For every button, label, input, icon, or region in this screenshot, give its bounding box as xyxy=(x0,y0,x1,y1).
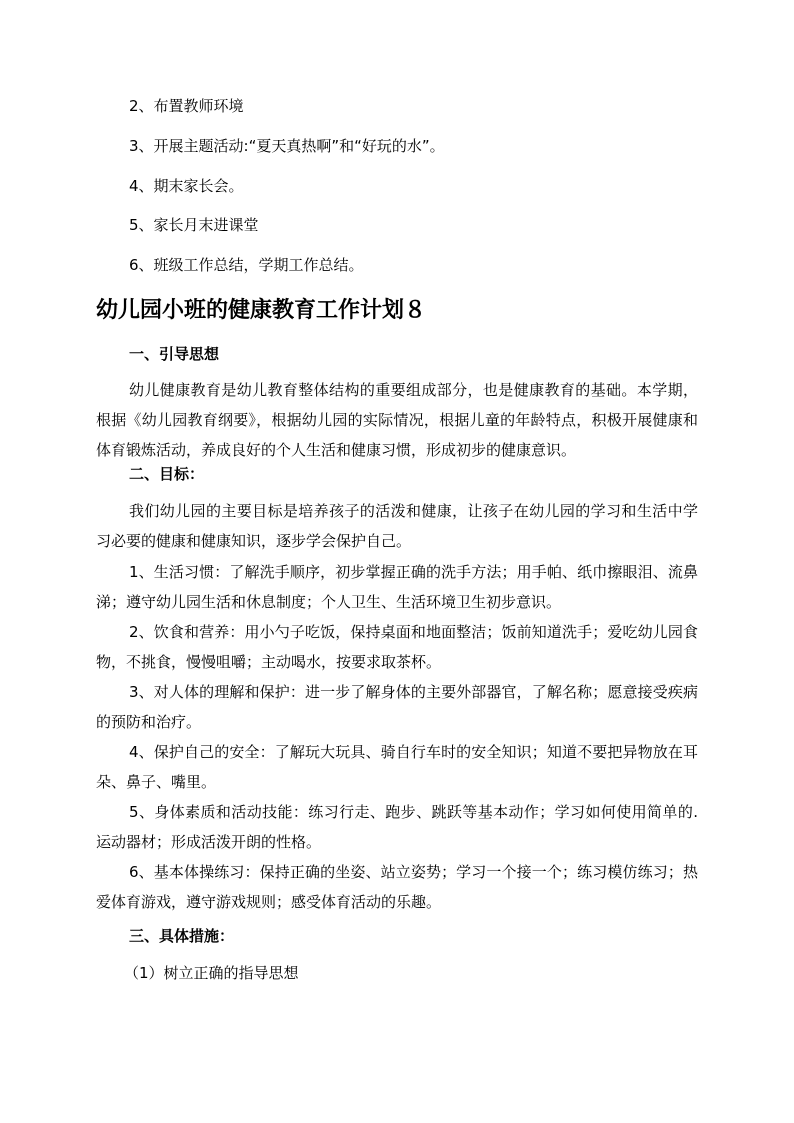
list-item: 5、家长月末进课堂 xyxy=(129,216,259,234)
paragraph-goals-intro: 我们幼儿园的主要目标是培养孩子的活泼和健康，让孩子在幼儿园的学习和生活中学习必要的健康和健康知识，逐步学会保护自己。 xyxy=(96,502,698,550)
list-item: 6、班级工作总结，学期工作总结。 xyxy=(129,256,364,274)
section-heading-measures: 三、具体措施： xyxy=(129,927,235,945)
goal-item-diet-nutrition: 2、饮食和营养：用小勺子吃饭，保持桌面和地面整洁；饭前知道洗手；爱吃幼儿园食物，不挑食，慢慢咀嚼；主动喝水，按要求取茶杯。 xyxy=(96,623,698,671)
goal-item-physical-skills: 5、身体素质和活动技能：练习行走、跑步、跳跃等基本动作；学习如何使用简单的.运动器材；形成活泼开朗的性格。 xyxy=(96,803,698,851)
measure-item: （1）树立正确的指导思想 xyxy=(124,964,299,982)
goal-item-living-habits: 1、生活习惯：了解洗手顺序，初步掌握正确的洗手方法；用手帕、纸巾擦眼泪、流鼻涕；遵守幼儿园生活和休息制度；个人卫生、生活环境卫生初步意识。 xyxy=(96,563,698,611)
list-item: 2、布置教师环境 xyxy=(129,97,244,115)
goal-item-body-understanding: 3、对人体的理解和保护：进一步了解身体的主要外部器官，了解名称；愿意接受疾病的预防和治疗。 xyxy=(96,683,698,731)
section-heading-guiding-thought: 一、引导思想 xyxy=(129,345,220,363)
goal-item-gymnastics: 6、基本体操练习：保持正确的坐姿、站立姿势；学习一个接一个；练习模仿练习；热爱体育游戏，遵守游戏规则；感受体育活动的乐趣。 xyxy=(96,863,698,911)
list-item: 4、期末家长会。 xyxy=(129,177,244,195)
section-heading-goals: 二、目标： xyxy=(129,465,205,483)
list-item: 3、开展主题活动:“夏天真热啊”和“好玩的水”。 xyxy=(129,137,445,155)
paragraph-guiding-thought: 幼儿健康教育是幼儿教育整体结构的重要组成部分，也是健康教育的基础。本学期，根据《幼儿园教育纲要》，根据幼儿园的实际情况，根据儿童的年龄特点，积极开展健康和体育锻炼活动，养成良好的个人生活和健康习惯，形成初步的健康意识。 xyxy=(96,381,698,459)
goal-item-safety: 4、保护自己的安全：了解玩大玩具、骑自行车时的安全知识；知道不要把异物放在耳朵、鼻子、嘴里。 xyxy=(96,743,698,791)
section-title: 幼儿园小班的健康教育工作计划８ xyxy=(96,297,427,323)
